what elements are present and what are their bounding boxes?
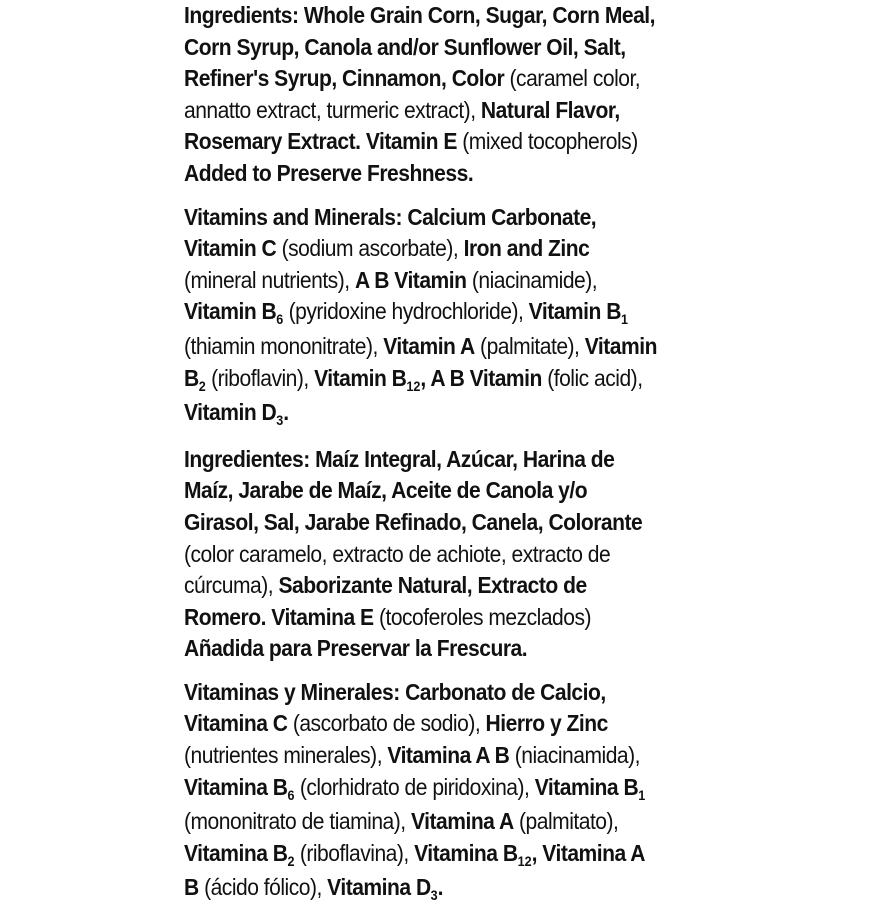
text-run: . [283, 399, 289, 426]
text-line [184, 602, 670, 634]
subscript: 12 [406, 377, 421, 394]
subscript: 1 [638, 786, 646, 803]
text-run: (nutrientes minerales), [184, 742, 388, 769]
subscript: 3 [430, 887, 438, 904]
text-run: Vitamins and Minerals: Calcium Carbonate, [184, 203, 597, 230]
vitamins-minerals-english [184, 202, 724, 432]
text-line [184, 363, 670, 398]
text-run: (sodium ascorbate), [276, 235, 464, 262]
text-run: Ingredientes: Maíz Integral, Azúcar, Harina de [184, 445, 615, 472]
text-run: (palmitate), [474, 332, 585, 359]
text-line [184, 475, 670, 507]
text-run: Added to Preserve Freshness. [184, 159, 474, 186]
text-run: (mixed tocopherols) [456, 128, 638, 155]
text-run: Refiner's Syrup, Cinnamon, Color [184, 65, 505, 92]
text-run: Vitaminas y Minerales: Carbonato de Calcio, [184, 678, 606, 705]
text-run: (ascorbato de sodio), [287, 710, 486, 737]
subscript: 1 [620, 311, 628, 328]
text-run: Natural Flavor, [480, 96, 620, 123]
text-run: Vitamin B [528, 298, 621, 325]
ingredients-english [184, 0, 724, 190]
text-run: Vitamina A [410, 808, 514, 835]
text-run: Vitamina C [184, 710, 288, 737]
text-run: cúrcuma), [184, 572, 279, 599]
text-run: annatto extract, turmeric extract), [184, 96, 481, 123]
subscript: 2 [287, 852, 295, 869]
text-line [184, 539, 670, 571]
text-line [184, 740, 670, 772]
text-line [184, 772, 670, 807]
text-line [184, 158, 670, 190]
text-run: (folic acid), [541, 364, 643, 391]
text-run: Vitamina A B [387, 742, 510, 769]
text-line [184, 233, 670, 265]
vitamins-minerals-spanish [184, 677, 724, 907]
text-run: (mineral nutrients), [184, 266, 355, 293]
text-run: B [184, 874, 199, 901]
subscript: 3 [276, 412, 284, 429]
text-run: (caramel color, [504, 65, 641, 92]
text-line [184, 63, 670, 95]
text-run: , Vitamina A [531, 839, 645, 866]
text-run: (pyridoxine hydrochloride), [283, 298, 529, 325]
text-line [184, 444, 670, 476]
text-run: (niacinamida), [509, 742, 641, 769]
text-run: (palmitato), [513, 808, 619, 835]
text-run: Saborizante Natural, Extracto de [278, 572, 587, 599]
text-run: Girasol, Sal, Jarabe Refinado, Canela, Colorante [184, 508, 643, 535]
text-run: Vitamin C [184, 235, 277, 262]
text-run: (niacinamide), [466, 266, 598, 293]
text-run: Añadida para Preservar la Frescura. [184, 635, 528, 662]
text-run: (thiamin mononitrate), [184, 332, 384, 359]
text-run: Romero. Vitamina E [184, 603, 374, 630]
text-line [184, 806, 670, 838]
text-run: (ácido fólico), [198, 874, 328, 901]
text-run: B [184, 364, 199, 391]
text-line [184, 397, 670, 432]
text-run: (color caramelo, extracto de achiote, extracto de [184, 540, 611, 567]
subscript: 6 [287, 786, 295, 803]
text-run: Vitamina B [534, 773, 639, 800]
text-run: Vitamina B [414, 839, 518, 866]
ingredients-spanish [184, 444, 724, 665]
text-run: (riboflavin), [205, 364, 315, 391]
text-line [184, 570, 670, 602]
text-run: Vitamin B [184, 298, 277, 325]
subscript: 6 [276, 311, 284, 328]
text-run: Corn Syrup, Canola and/or Sunflower Oil, Salt, [184, 33, 626, 60]
text-run: (riboflavina), [294, 839, 415, 866]
text-line [184, 838, 670, 873]
ingredients-label [184, 0, 724, 907]
text-run: , A B Vitamin [420, 364, 542, 391]
text-line [184, 0, 670, 32]
text-run: Vitamin A [383, 332, 475, 359]
text-run: (tocoferoles mezclados) [373, 603, 592, 630]
text-run: . [437, 874, 444, 901]
text-line [184, 95, 670, 127]
subscript: 2 [198, 377, 206, 394]
text-line [184, 507, 670, 539]
text-line [184, 872, 670, 907]
text-line [184, 126, 670, 158]
text-line [184, 296, 670, 331]
text-run: (mononitrato de tiamina), [184, 808, 411, 835]
text-line [184, 32, 670, 64]
text-run: Vitamina B [184, 839, 288, 866]
text-run: Iron and Zinc [463, 235, 590, 262]
subscript: 12 [517, 852, 532, 869]
text-line [184, 677, 670, 709]
text-line [184, 265, 670, 297]
text-line [184, 633, 670, 665]
text-line [184, 331, 670, 363]
text-run: (clorhidrato de piridoxina), [294, 773, 535, 800]
text-run: Vitamina D [327, 874, 431, 901]
text-run: Vitamin D [184, 399, 277, 426]
text-run: Vitamin [584, 332, 657, 359]
text-run: Maíz, Jarabe de Maíz, Aceite de Canola y/o [184, 477, 588, 504]
text-run: Rosemary Extract. Vitamin E [184, 128, 457, 155]
text-run: A B Vitamin [354, 266, 467, 293]
text-run: Ingredients: Whole Grain Corn, Sugar, Corn Meal, [184, 2, 656, 28]
text-run: Vitamin B [314, 364, 407, 391]
text-run: Hierro y Zinc [485, 710, 608, 737]
text-run: Vitamina B [184, 773, 288, 800]
text-line [184, 202, 670, 234]
text-line [184, 708, 670, 740]
